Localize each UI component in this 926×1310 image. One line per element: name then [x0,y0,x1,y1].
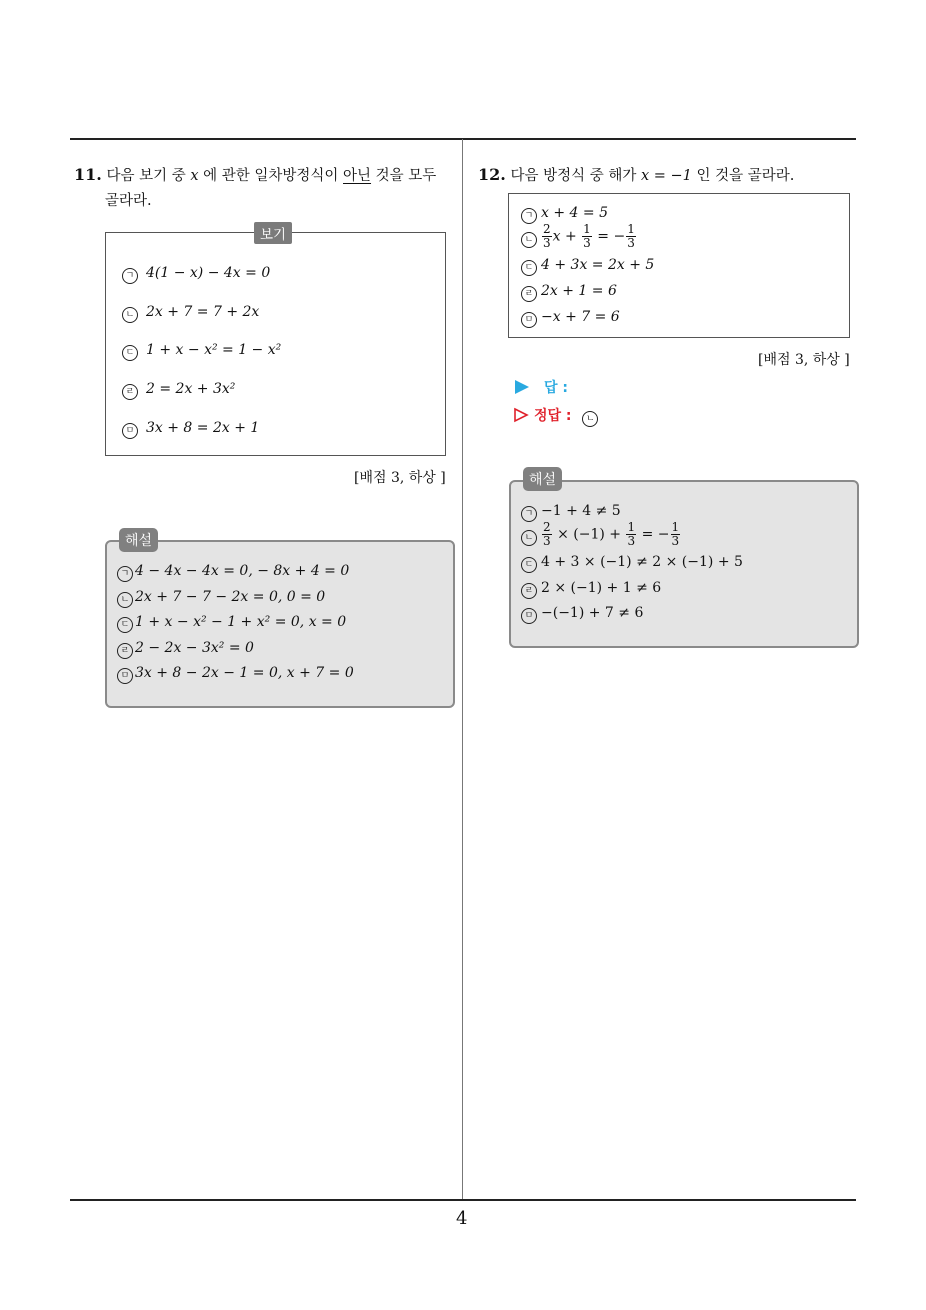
circled-letter-icon: ㄴ [117,592,133,608]
solution-line: ㄴ 2x + 7 − 7 − 2x = 0, 0 = 0 [117,589,325,608]
circled-letter-icon: ㄹ [521,286,537,302]
question-text-part: 다음 방정식 중 해가 [510,168,637,184]
column-divider [462,139,463,1201]
circled-letter-icon: ㄷ [521,557,537,573]
circled-letter-icon: ㄱ [122,268,138,284]
circled-letter-icon: ㅁ [117,668,133,684]
fraction: $\frac{1}{3}$ [671,520,680,548]
example-item: ㄱ 4(1 − x) − 4x = 0 [122,265,270,284]
circled-letter-icon: ㅁ [521,608,537,624]
example-item: ㄴ 2x + 7 = 7 + 2x [122,304,259,323]
circled-letter-icon: ㄴ [122,307,138,323]
solution-line: ㅁ 3x + 8 − 2x − 1 = 0, x + 7 = 0 [117,665,354,684]
fraction: $\frac{2}{3}$ [543,222,551,250]
solution-line: ㄱ 4 − 4x − 4x = 0, − 8x + 4 = 0 [117,563,349,582]
circled-letter-icon: ㄴ [582,411,598,427]
question-text-part: 것을 모두 [375,168,437,184]
outline-triangle-icon [513,407,529,423]
fraction: $\frac{2}{3}$ [543,520,551,548]
answer-row: 답 : [514,377,568,397]
top-rule [70,138,856,140]
filled-triangle-icon [514,379,530,395]
fraction: $\frac{1}{3}$ [627,520,636,548]
example-box-label: 보기 [254,222,292,244]
underlined-word: 아닌 [343,168,372,184]
question-11-line2: 골라라. [105,193,152,209]
circled-letter-icon: ㄱ [117,566,133,582]
score-label: [배점 3, 하상 ] [354,470,446,486]
circled-letter-icon: ㄷ [117,617,133,633]
circled-letter-icon: ㄹ [117,643,133,659]
fraction: $\frac{1}{3}$ [583,222,591,250]
choice-item: ㄱ x + 4 = 5 [521,205,608,224]
solution-line: ㄷ 1 + x − x² − 1 + x² = 0, x = 0 [117,614,346,633]
question-12 [478,162,794,189]
solution-line: ㄹ 2 × (−1) + 1 ≠ 6 [521,580,661,599]
correct-answer-row: 정답 : ㄴ [513,405,606,427]
bottom-rule [70,1199,856,1201]
question-text-part: 인 것을 골라라. [696,168,795,184]
solution-line: ㄷ 4 + 3 × (−1) ≠ 2 × (−1) + 5 [521,554,743,573]
circled-letter-icon: ㄴ [521,530,537,546]
question-text-part: 다음 보기 중 [106,168,186,184]
circled-letter-icon: ㅁ [122,423,138,439]
circled-letter-icon: ㄱ [521,506,537,522]
circled-letter-icon: ㄹ [521,583,537,599]
circled-letter-icon: ㄱ [521,208,537,224]
circled-letter-icon: ㅁ [521,312,537,328]
example-item: ㄷ 1 + x − x² = 1 − x² [122,342,281,361]
choice-item: ㄹ 2x + 1 = 6 [521,283,617,302]
question-number: 11. [74,165,102,184]
circled-letter-icon: ㄷ [122,345,138,361]
variable: x [190,168,199,184]
solution-line: ㄹ 2 − 2x − 3x² = 0 [117,640,254,659]
fraction: $\frac{1}{3}$ [627,222,635,250]
question-number: 12. [478,165,506,184]
example-item: ㄹ 2 = 2x + 3x² [122,381,235,400]
choice-item: ㄷ 4 + 3x = 2x + 5 [521,257,654,276]
circled-letter-icon: ㄴ [521,232,537,248]
question-text-part: 에 관한 일차방정식이 [203,168,339,184]
solution-label: 해설 [523,467,562,491]
choice-item: ㅁ −x + 7 = 6 [521,309,620,328]
equation: x = −1 [640,168,692,184]
solution-label: 해설 [119,528,158,552]
solution-line: ㄱ −1 + 4 ≠ 5 [521,503,621,522]
page-number: 4 [456,1208,468,1229]
score-label: [배점 3, 하상 ] [758,352,850,368]
circled-letter-icon: ㄷ [521,260,537,276]
solution-line: ㅁ −(−1) + 7 ≠ 6 [521,605,643,624]
example-item: ㅁ 3x + 8 = 2x + 1 [122,420,259,439]
question-11 [74,162,458,189]
solution-line: ㄴ $\frac{2}{3}$ × (−1) + $\frac{1}{3}$ = − $\frac{1}{3}$ [521,521,681,548]
choice-item: ㄴ $\frac{2}{3}$ x + $\frac{1}{3}$ = − $\frac{1}{3}$ [521,223,637,250]
circled-letter-icon: ㄹ [122,384,138,400]
